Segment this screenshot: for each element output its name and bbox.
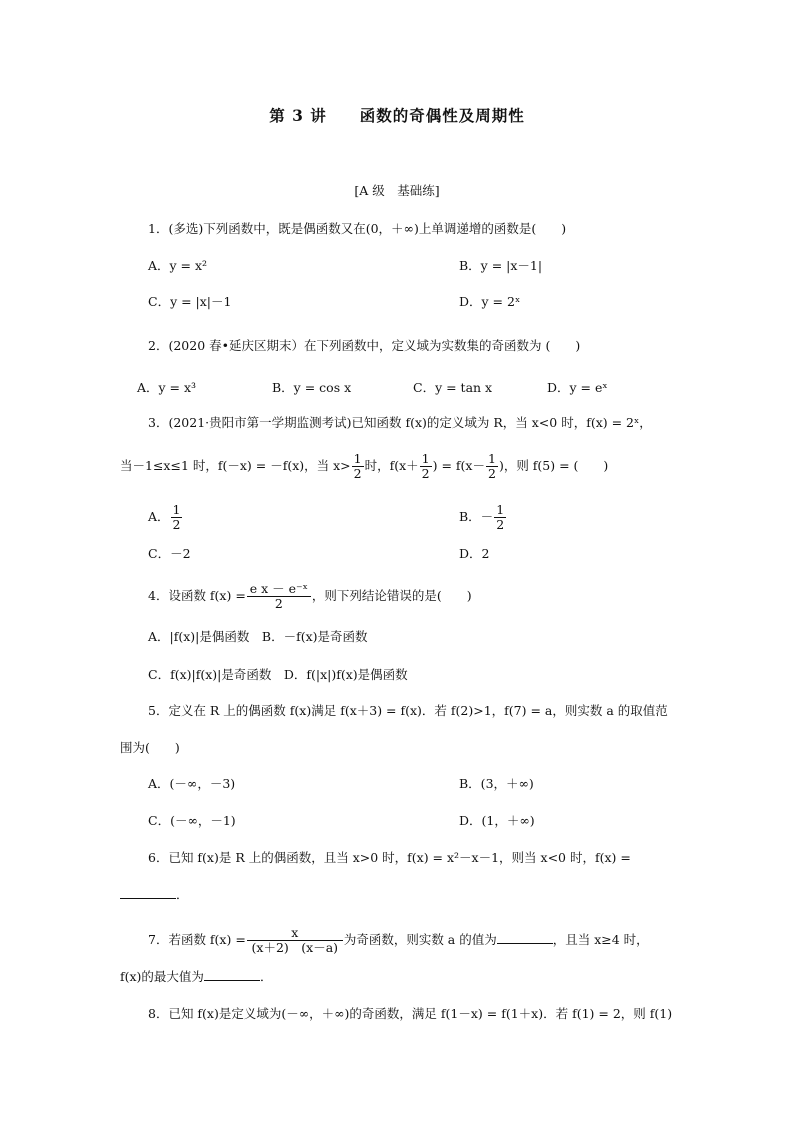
q3-stem-line2 — [120, 452, 608, 481]
q5-option-b: B．(3，＋∞) — [459, 776, 534, 791]
q5-option-d: D．(1，＋∞) — [459, 813, 535, 828]
q5-option-a: A．(－∞，－3) — [148, 776, 236, 791]
q5-stem-line1: 5．定义在 R 上的偶函数 f(x)满足 f(x＋3) = f(x)．若 f(2)>1，f(7) = a，则实数 a 的取值范 — [148, 703, 668, 718]
q4-options-ab: A．|f(x)|是偶函数 B．－f(x)是奇函数 — [148, 629, 368, 644]
q3-stem-part-d: )，则 f(5) = ( ) — [498, 458, 609, 473]
q2-option-d: D．y = eˣ — [547, 380, 608, 395]
page-title: 第 3 讲 函数的奇偶性及周期性 — [269, 106, 525, 125]
q7-stem-line2: f(x)的最大值为 ． — [120, 969, 273, 984]
q1-option-d: D．y = 2ˣ — [459, 294, 521, 309]
q5-option-c: C．(－∞，－1) — [148, 813, 236, 828]
q1-option-c: C．y = |x|－1 — [148, 294, 232, 309]
q7-stem-line1: 7．若函数 f(x) = $\frac{x}{(x+2) (x-a)}$ 为奇函数，则实数 a 的值为 ，且当 x≥4 时， — [148, 925, 649, 955]
q1-stem: 1．(多选)下列函数中，既是偶函数又在(0，＋∞)上单调递增的函数是( ) — [148, 221, 567, 236]
q3-option-c: C．－2 — [148, 546, 191, 561]
q4-options-cd: C．f(x)|f(x)|是奇函数 D．f(|x|)f(x)是偶函数 — [148, 667, 408, 682]
q4-stem: 4．设函数 f(x) = $\frac{\text{e x － e⁻ˣ}}{2}$ ，则下列结论错误的是( ) — [148, 581, 472, 611]
q3-option-b: B．－ $\frac{1}{2}$ — [459, 502, 505, 532]
q3-stem-part-b: 时，f(x＋ — [364, 458, 419, 473]
answer-blank — [497, 931, 553, 944]
q2-option-c: C．y = tan x — [413, 380, 493, 395]
q4-fraction: $\frac{\text{e x － e⁻ˣ}}{2}$ — [247, 582, 311, 611]
q3-stem-part-a: 当－1≤x≤1 时，f(－x) = －f(x)，当 x> — [120, 458, 351, 473]
q2-option-b: B．y = cos x — [272, 380, 352, 395]
q2-option-a: A．y = x³ — [137, 380, 197, 395]
q3-option-d: D．2 — [459, 546, 490, 561]
q7-fraction: $\frac{x}{(x+2) (x-a)}$ — [247, 926, 343, 955]
q1-option-a: A．y = x² — [148, 258, 208, 273]
answer-blank — [120, 886, 176, 899]
fraction-half: $\frac{1}{2}$ — [496, 502, 505, 532]
q6-stem-line2: ． — [120, 886, 189, 904]
q6-stem-line1: 6．已知 f(x)是 R 上的偶函数，且当 x>0 时，f(x) = x²－x－1，则当 x<0 时，f(x) = — [148, 850, 631, 865]
q8-stem-line1: 8．已知 f(x)是定义域为(－∞，＋∞)的奇函数，满足 f(1－x) = f(1＋x)．若 f(1) = 2，则 f(1) — [148, 1006, 673, 1021]
q3-stem-line1: 3．(2021·贵阳市第一学期监测考试)已知函数 f(x)的定义域为 R，当 x<0 时，f(x) = 2ˣ， — [148, 415, 652, 430]
q3-option-a: A． $\frac{1}{2}$ — [148, 502, 181, 532]
answer-blank — [204, 968, 260, 981]
section-heading: [A 级 基础练] — [354, 183, 440, 198]
fraction-half: $\frac{1}{2}$ — [172, 502, 181, 532]
fraction-half: $\frac{1}{2}$ — [421, 451, 430, 481]
q1-option-b: B．y = |x－1| — [459, 258, 543, 273]
q2-stem: 2．(2020 春•延庆区期末）在下列函数中，定义域为实数集的奇函数为 ( ) — [148, 338, 581, 353]
fraction-half: $\frac{1}{2}$ — [487, 451, 496, 481]
fraction-half: $\frac{1}{2}$ — [353, 451, 362, 481]
q5-stem-line2: 围为( ) — [120, 740, 180, 755]
q3-stem-part-c: ) = f(x－ — [432, 458, 485, 473]
